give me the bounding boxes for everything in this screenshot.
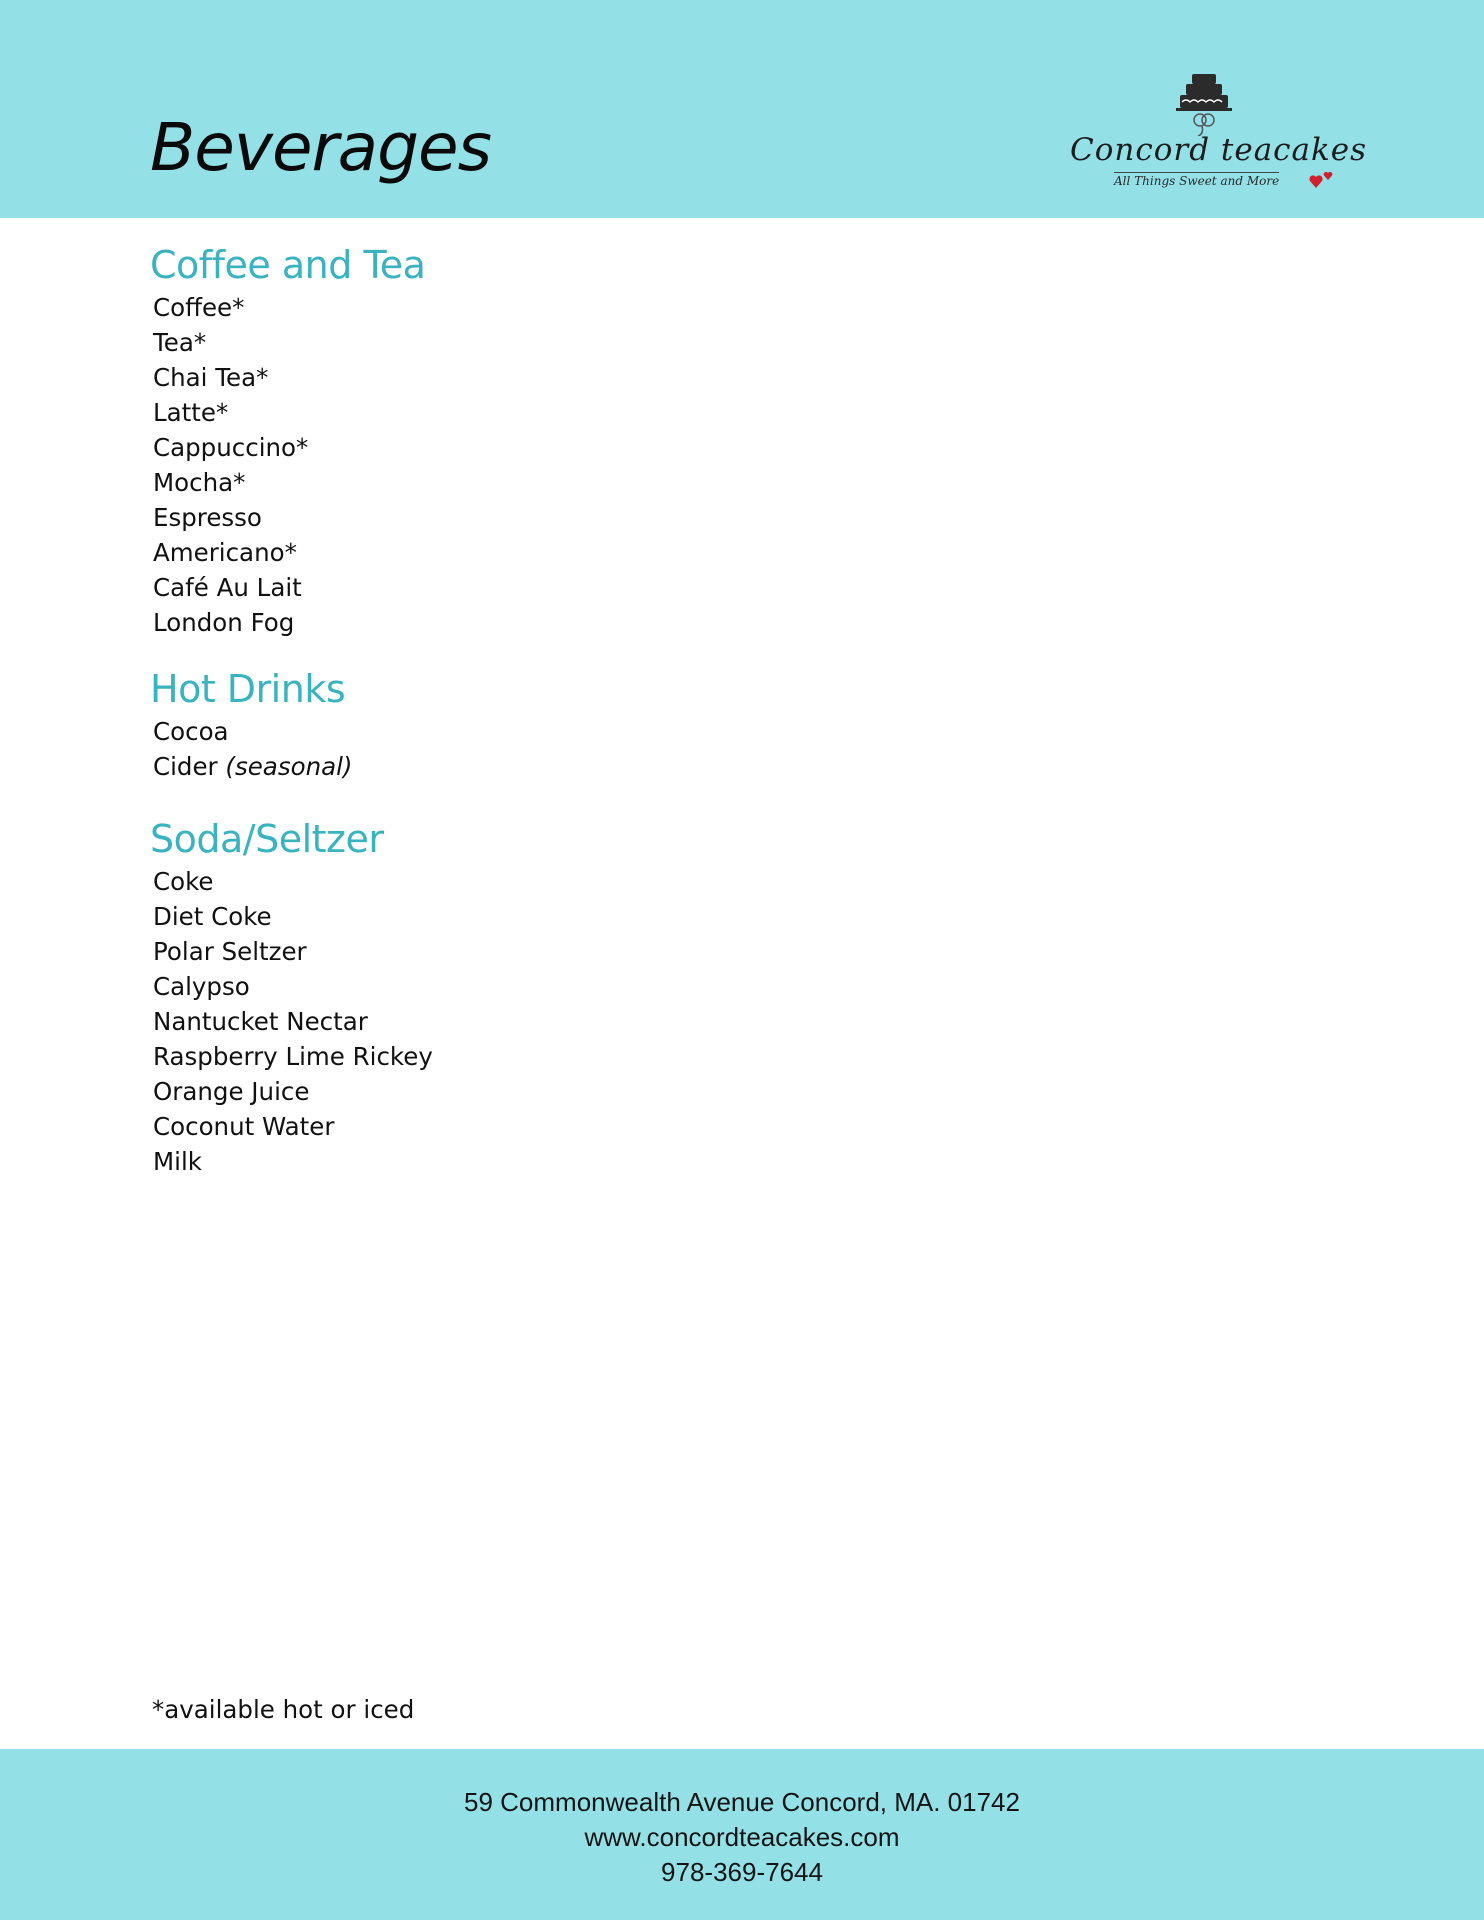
footer-contact: [0, 1785, 1484, 1890]
tiered-cake-icon: [1172, 72, 1236, 136]
brand-logo: [1062, 72, 1368, 198]
menu-item: [153, 570, 850, 605]
menu-item: [153, 535, 850, 570]
logo-name: Concord teacakes: [1070, 132, 1368, 168]
header-band: [0, 0, 1484, 218]
menu-item: [153, 714, 850, 749]
menu-item: [153, 360, 850, 395]
item-name: Espresso: [153, 503, 262, 532]
item-name: Mocha*: [153, 468, 246, 497]
item-name: Latte*: [153, 398, 229, 427]
menu-item: [153, 290, 850, 325]
item-name: Cider: [153, 752, 226, 781]
menu-item: [153, 749, 850, 784]
menu-item: [153, 605, 850, 640]
section-coffee-and-tea: [150, 240, 850, 640]
item-list: [150, 864, 850, 1179]
menu-item: [153, 430, 850, 465]
menu-item: [153, 864, 850, 899]
logo-tagline: All Things Sweet and More: [1114, 174, 1280, 188]
section-heading: Hot Drinks: [150, 667, 346, 711]
item-list: [150, 290, 850, 640]
menu-item: [153, 1144, 850, 1179]
menu-item: [153, 1039, 850, 1074]
page-title: Beverages: [150, 109, 492, 186]
item-name: Diet Coke: [153, 902, 272, 931]
menu-item: [153, 934, 850, 969]
section-heading: Soda/Seltzer: [150, 817, 384, 861]
item-name: Raspberry Lime Rickey: [153, 1042, 433, 1071]
section-soda-seltzer: [150, 814, 850, 1179]
menu-item: [153, 969, 850, 1004]
item-name: Café Au Lait: [153, 573, 302, 602]
menu-item: [153, 899, 850, 934]
footer-phone: 978-369-7644: [661, 1857, 823, 1887]
section-heading: Coffee and Tea: [150, 243, 426, 287]
footer-website: www.concordteacakes.com: [584, 1822, 900, 1852]
item-name: Coconut Water: [153, 1112, 335, 1141]
item-name: Calypso: [153, 972, 250, 1001]
item-list: [150, 714, 850, 784]
item-name: Coke: [153, 867, 214, 896]
item-name: Chai Tea*: [153, 363, 269, 392]
footer-address: 59 Commonwealth Avenue Concord, MA. 01742: [464, 1787, 1020, 1817]
item-name: Cocoa: [153, 717, 229, 746]
menu-item: [153, 395, 850, 430]
section-hot-drinks: [150, 664, 850, 784]
menu-item: [153, 500, 850, 535]
item-name: Polar Seltzer: [153, 937, 307, 966]
menu-item: [153, 325, 850, 360]
item-note: (seasonal): [225, 752, 353, 781]
item-name: London Fog: [153, 608, 295, 637]
hearts-icon: [1308, 168, 1338, 192]
item-name: Cappuccino*: [153, 433, 309, 462]
item-name: Orange Juice: [153, 1077, 310, 1106]
footer-band: [0, 1749, 1484, 1920]
item-name: Americano*: [153, 538, 297, 567]
item-name: Nantucket Nectar: [153, 1007, 368, 1036]
menu-item: [153, 1109, 850, 1144]
menu-item: [153, 465, 850, 500]
item-name: Milk: [153, 1147, 202, 1176]
item-name: Coffee*: [153, 293, 245, 322]
menu-content: [150, 240, 850, 1179]
item-name: Tea*: [153, 328, 207, 357]
footnote: *available hot or iced: [152, 1695, 415, 1724]
menu-item: [153, 1074, 850, 1109]
menu-item: [153, 1004, 850, 1039]
